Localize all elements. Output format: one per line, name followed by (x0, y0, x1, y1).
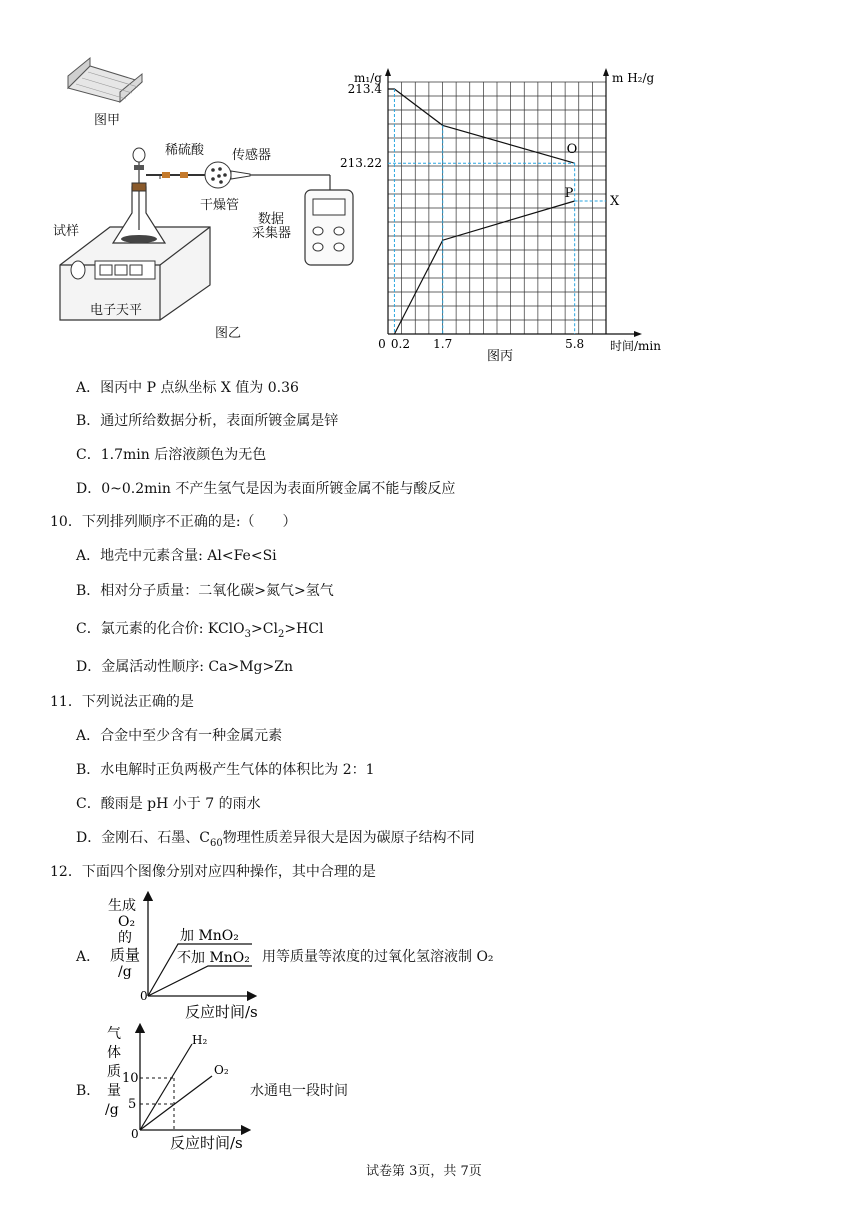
q12-a-ylabel-5: /g (118, 964, 132, 980)
q12-b-graph (100, 1020, 260, 1150)
x-tick-0-2: 0.2 (390, 337, 410, 351)
q12-a-line2-label: 不加 MnO₂ (177, 950, 250, 966)
q12-a-ylabel-4: 质量 (110, 946, 141, 964)
q11-stem: 11．下列说法正确的是 (50, 694, 194, 710)
data-collector-label-2: 采集器 (252, 226, 292, 241)
q12-a-graph (100, 890, 260, 1020)
x-axis-label: 时间/min (610, 339, 661, 353)
y-tick-213-22: 213.22 (340, 156, 382, 171)
q10-option-d: D．金属活动性顺序: Ca>Mg>Zn (76, 659, 293, 675)
q12-a-ylabel-1: 生成 (108, 898, 136, 914)
q12-b-ylabel-5: /g (105, 1102, 119, 1118)
figure-bing-chart (340, 68, 661, 364)
q12-b-ylabel-1: 气 (107, 1026, 121, 1042)
q12-a-label: A． (76, 949, 101, 965)
point-x-label: X (610, 194, 620, 209)
q12-b-description: 水通电一段时间 (250, 1083, 348, 1099)
figure-jia-image (60, 58, 150, 108)
page-footer: 试卷第 3页，共 7页 (366, 1164, 482, 1179)
q12-a-xlabel: 反应时间/s (185, 1003, 258, 1021)
point-o-label: O (566, 142, 578, 158)
q12-b-ylabel-4: 量 (107, 1083, 121, 1099)
q10-option-c: C．氯元素的化合价: $KClO_3>Cl_2>HCl$ (76, 621, 324, 640)
q12-b-h2-label: H₂ (192, 1033, 208, 1047)
q11-option-b: B．水电解时正负两极产生气体的体积比为 2：1 (76, 762, 375, 778)
q12-b-origin: 0 (131, 1127, 139, 1141)
q12-stem: 12．下面四个图像分别对应四种操作，其中合理的是 (50, 864, 376, 880)
q11-option-d: D．金刚石、石墨、$C_{60}$物理性质差异很大是因为碳原子结构不同 (76, 830, 475, 849)
q12-b-tick-5: 5 (128, 1097, 137, 1112)
figure-bing-caption: 图丙 (486, 349, 514, 364)
balance-label: 电子天平 (90, 303, 143, 318)
q12-b-ylabel-2: 体 (107, 1045, 121, 1061)
point-p-label: P (564, 186, 574, 201)
q12-a-ylabel-2: O₂ (118, 914, 136, 930)
sensor-label: 传感器 (232, 148, 272, 163)
data-collector-label-1: 数据 (258, 212, 285, 227)
x-tick-0: 0 (378, 337, 386, 351)
q10-stem: 10．下列排列顺序不正确的是:（ ） (50, 514, 297, 530)
right-axis-arrow (603, 68, 609, 76)
q10-option-a: A．地壳中元素含量: Al<Fe<Si (76, 548, 277, 564)
sample-label: 试样 (53, 224, 80, 239)
q12-b-o2-label: O₂ (214, 1063, 229, 1077)
q9-option-c: C．1.7min 后溶液颜色为无色 (76, 447, 267, 463)
q12-a-ylabel-3: 的 (118, 930, 132, 946)
q12-a-description: 用等质量等浓度的过氧化氢溶液制 O₂ (262, 949, 494, 965)
q11-option-a: A．合金中至少含有一种金属元素 (76, 728, 283, 744)
left-axis-label: m₁/g (354, 71, 382, 85)
q12-b-label: B． (76, 1083, 101, 1099)
y-tick-213-4: 213.4 (347, 82, 382, 96)
q12-b-xlabel: 反应时间/s (170, 1134, 243, 1152)
x-tick-5-8: 5.8 (565, 337, 585, 351)
q9-option-b: B．通过所给数据分析，表面所镀金属是锌 (76, 413, 339, 429)
figure-yi-caption: 图乙 (215, 326, 242, 341)
acid-label: 稀硫酸 (165, 143, 205, 158)
x-tick-1-7: 1.7 (433, 337, 453, 351)
q9-option-d: D．0~0.2min 不产生氢气是因为表面所镀金属不能与酸反应 (76, 481, 456, 497)
q12-b-tick-10: 10 (122, 1071, 139, 1086)
x-axis-arrow (634, 331, 642, 337)
q12-a-line1-label: 加 MnO₂ (180, 928, 239, 944)
series-p-line (394, 201, 574, 334)
q12-b-ylabel-3: 质 (107, 1064, 121, 1080)
q9-option-a: A．图丙中 P 点纵坐标 X 值为 0.36 (76, 380, 299, 396)
drying-tube-label: 干燥管 (200, 198, 240, 213)
q12-a-origin: 0 (140, 989, 148, 1003)
right-axis-label: m H₂/g (612, 71, 655, 85)
left-axis-arrow (385, 68, 391, 76)
q10-option-b: B．相对分子质量：二氧化碳>氮气>氢气 (76, 583, 334, 599)
q11-option-c: C．酸雨是 pH 小于 7 的雨水 (76, 796, 261, 812)
figure-jia-caption: 图甲 (94, 113, 121, 128)
